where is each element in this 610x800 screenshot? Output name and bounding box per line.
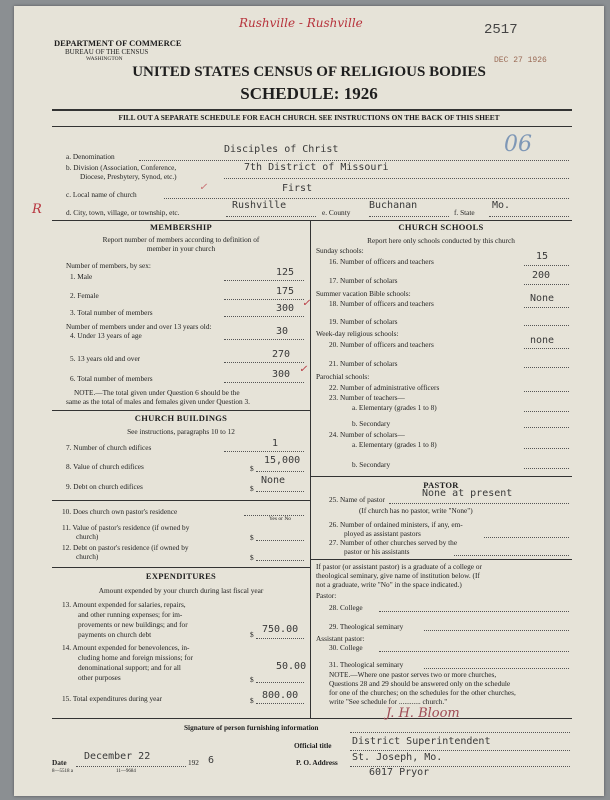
dollar-sign: $	[250, 630, 254, 639]
male-label: 1. Male	[70, 272, 93, 281]
po-address-value[interactable]: St. Joseph, Mo.	[352, 752, 443, 763]
year-suffix[interactable]: 6	[208, 755, 215, 766]
total-expenditures-label: 15. Total expenditures during year	[62, 694, 163, 703]
salaries-label-3: provements or new buildings; and for	[78, 620, 188, 629]
benevolences-label-2: cluding home and foreign missions; for	[78, 653, 193, 662]
elementary-teachers-label: a. Elementary (grades 1 to 8)	[352, 403, 437, 412]
census-schedule-sheet	[14, 6, 604, 796]
dollar-sign: $	[250, 464, 254, 473]
po-address-label: P. O. Address	[296, 758, 338, 767]
expenditures-note: Amount expended by your church during last fiscal year	[98, 586, 264, 595]
elementary-scholars-label: a. Elementary (grades 1 to 8)	[352, 440, 437, 449]
parochial-schools-label: Parochial schools:	[316, 372, 370, 381]
edifice-value-value[interactable]: 15,000	[264, 455, 301, 466]
salaries-label-2: and other running expenses; for im-	[78, 610, 183, 619]
signature-label: Signature of person furnishing information	[184, 723, 319, 732]
dollar-sign: $	[250, 553, 254, 562]
benevolences-label-3: denominational support; and for all	[78, 663, 181, 672]
official-title-value[interactable]: District Superintendent	[352, 736, 491, 747]
other-churches-label: 27. Number of other churches served by the	[329, 538, 458, 547]
pastor-name-label: 25. Name of pastor	[329, 495, 385, 504]
assistant-pastor-label: Assistant pastor:	[316, 634, 365, 643]
ordained-ministers-label: 26. Number of ordained ministers, if any, em-	[329, 520, 463, 529]
denomination-label: a. Denomination	[66, 152, 115, 161]
pastor-name-value[interactable]: None at present	[422, 488, 513, 499]
vacation-officers-label: 18. Number of officers and teachers	[329, 299, 434, 308]
pastor-heading: PASTOR	[423, 480, 459, 490]
code-annotation: 06	[504, 132, 532, 157]
buildings-note: See instructions, paragraphs 10 to 12	[127, 427, 235, 436]
female-value[interactable]: 175	[276, 286, 295, 297]
weekday-schools-label: Week-day religious schools:	[316, 329, 399, 338]
male-value[interactable]: 125	[276, 267, 295, 278]
signature: J. H. Bloom	[386, 706, 460, 721]
edifice-debt-label: 9. Debt on church edifices	[66, 482, 143, 491]
division-label: b. Division (Association, Conference,	[66, 163, 177, 172]
handwritten-place: Rushville - Rushville	[239, 16, 363, 30]
total-members-6-label: 6. Total number of members	[70, 374, 153, 383]
print-code: 11—9684	[116, 769, 136, 774]
over-13-label: 5. 13 years old and over	[70, 354, 141, 363]
weekday-officers-value[interactable]: none	[530, 335, 555, 346]
edifice-value-label: 8. Value of church edifices	[66, 462, 144, 471]
pastor-name-hint: (If church has no pastor, write "None")	[359, 506, 473, 515]
received-stamp: DEC 27 1926	[494, 56, 547, 65]
vacation-officers-value[interactable]: None	[530, 293, 555, 304]
benevolences-label-4: other purposes	[78, 673, 121, 682]
check-mark-icon: ✓	[299, 364, 308, 375]
pastor-college-label: 28. College	[329, 603, 363, 612]
benevolences-label: 14. Amount expended for benevolences, in-	[62, 643, 190, 652]
vacation-schools-label: Summer vacation Bible schools:	[316, 289, 411, 298]
residence-value-label: 11. Value of pastor's residence (if owned by	[62, 523, 190, 532]
sunday-scholars-value[interactable]: 200	[532, 270, 551, 281]
membership-footnote-2: same as the total of males and females given under Question 3.	[66, 397, 250, 406]
scholars-label: 24. Number of scholars—	[329, 430, 405, 439]
margin-mark: R	[32, 202, 42, 217]
salaries-value[interactable]: 750.00	[262, 624, 299, 635]
sunday-scholars-label: 17. Number of scholars	[329, 276, 398, 285]
form-code: 8—5518 a	[52, 769, 73, 774]
county-label: e. County	[322, 208, 351, 217]
official-title-label: Official title	[294, 741, 332, 750]
college-note-2: theological seminary, give name of institution below. (If	[316, 571, 480, 580]
under-13-label: 4. Under 13 years of age	[70, 331, 142, 340]
membership-footnote: NOTE.—The total given under Question 6 should be the	[74, 388, 240, 397]
college-note: If pastor (or assistant pastor) is a graduate of a college or	[316, 562, 482, 571]
church-name-mark: ✓	[199, 182, 208, 193]
total-members-value[interactable]: 300	[276, 303, 295, 314]
salaries-label-4: payments on church debt	[78, 630, 152, 639]
weekday-officers-label: 20. Number of officers and teachers	[329, 340, 434, 349]
teachers-label: 23. Number of teachers—	[329, 393, 405, 402]
sunday-officers-value[interactable]: 15	[536, 251, 549, 262]
assistant-college-label: 30. College	[329, 643, 363, 652]
residence-value-label-2: church)	[76, 532, 99, 541]
edifices-value[interactable]: 1	[272, 438, 279, 449]
buildings-heading: CHURCH BUILDINGS	[134, 413, 228, 423]
schools-heading: CHURCH SCHOOLS	[398, 222, 484, 232]
residence-debt-label-2: church)	[76, 552, 99, 561]
residence-debt-label: 12. Debt on pastor's residence (if owned by	[62, 543, 189, 552]
college-note-3: not a graduate, write "No" in the space indicated.)	[316, 580, 462, 589]
church-name-value[interactable]: First	[282, 183, 313, 194]
division-value[interactable]: 7th District of Missouri	[244, 162, 389, 173]
total-expenditures-value[interactable]: 800.00	[262, 690, 299, 701]
pastor-seminary-label: 29. Theological seminary	[329, 622, 404, 631]
sunday-schools-label: Sunday schools:	[316, 246, 364, 255]
instructions-banner: FILL OUT A SEPARATE SCHEDULE FOR EACH CHURCH. SEE INSTRUCTIONS ON THE BACK OF THIS SHEET	[118, 113, 500, 122]
form-subtitle: SCHEDULE: 1926	[240, 84, 378, 103]
form-title: UNITED STATES CENSUS OF RELIGIOUS BODIES	[132, 64, 486, 80]
city-value[interactable]: Rushville	[232, 200, 287, 211]
po-address-value-2[interactable]: 6017 Pryor	[369, 767, 430, 778]
salaries-label: 13. Amount expended for salaries, repairs,	[62, 600, 186, 609]
over-13-value[interactable]: 270	[272, 349, 291, 360]
membership-heading: MEMBERSHIP	[149, 222, 213, 232]
pastor-footnote-2: Questions 28 and 29 should be answered only on the schedule	[329, 679, 511, 688]
date-label: Date	[52, 758, 67, 767]
expenditures-heading: EXPENDITURES	[145, 571, 217, 581]
edifices-label: 7. Number of church edifices	[66, 443, 152, 452]
city-label: d. City, town, village, or township, etc.	[66, 208, 180, 217]
dollar-sign: $	[250, 484, 254, 493]
bureau-city: WASHINGTON	[86, 56, 123, 62]
under-13-value[interactable]: 30	[276, 326, 289, 337]
age-breakdown-label: Number of members under and over 13 years old:	[66, 322, 212, 331]
dollar-sign: $	[250, 533, 254, 542]
church-name-label: c. Local name of church	[66, 190, 137, 199]
vacation-scholars-label: 19. Number of scholars	[329, 317, 398, 326]
edifice-debt-value[interactable]: None	[261, 475, 286, 486]
members-by-sex-label: Number of members, by sex:	[66, 261, 151, 270]
pastor-footnote: NOTE.—Where one pastor serves two or more churches,	[329, 670, 497, 679]
state-label: f. State	[454, 208, 475, 217]
yes-or-no-hint: Yes or No	[269, 516, 292, 522]
female-label: 2. Female	[70, 291, 99, 300]
weekday-scholars-label: 21. Number of scholars	[329, 359, 398, 368]
secondary-teachers-label: b. Secondary	[352, 419, 391, 428]
sunday-officers-label: 16. Number of officers and teachers	[329, 257, 434, 266]
total-members-label: 3. Total number of members	[70, 308, 153, 317]
owns-residence-label: 10. Does church own pastor's residence	[62, 507, 178, 516]
total-members-6-value[interactable]: 300	[272, 369, 291, 380]
benevolences-value[interactable]: 50.00	[276, 661, 307, 672]
membership-note-2: member in your church	[146, 244, 216, 253]
pastor-subheading: Pastor:	[316, 591, 337, 600]
check-mark-icon: ✓	[302, 298, 311, 309]
year-prefix: 192	[188, 758, 199, 767]
pastor-footnote-3: for one of the churches; on the schedules for the other churches,	[329, 688, 516, 697]
membership-note: Report number of members according to definition of	[102, 235, 260, 244]
state-value[interactable]: Mo.	[492, 200, 511, 211]
assistant-seminary-label: 31. Theological seminary	[329, 660, 404, 669]
secondary-scholars-label: b. Secondary	[352, 460, 391, 469]
admin-officers-label: 22. Number of administrative officers	[329, 383, 440, 392]
department-name: DEPARTMENT OF COMMERCE	[54, 38, 182, 48]
ordained-ministers-label-2: ployed as assistant pastors	[344, 529, 421, 538]
dollar-sign: $	[250, 675, 254, 684]
county-value[interactable]: Buchanan	[369, 200, 418, 211]
schools-note: Report here only schools conducted by this church	[367, 236, 515, 245]
schedule-number: 2517	[484, 22, 518, 38]
bureau-name: BUREAU OF THE CENSUS	[65, 48, 149, 56]
date-value[interactable]: December 22	[84, 751, 151, 762]
dollar-sign: $	[250, 696, 254, 705]
division-label-2: Diocese, Presbytery, Synod, etc.)	[80, 172, 177, 181]
other-churches-label-2: pastor or his assistants	[344, 547, 410, 556]
pastor-footnote-4: write "See schedule for ............ church."	[329, 697, 448, 706]
denomination-value[interactable]: Disciples of Christ	[224, 144, 339, 155]
